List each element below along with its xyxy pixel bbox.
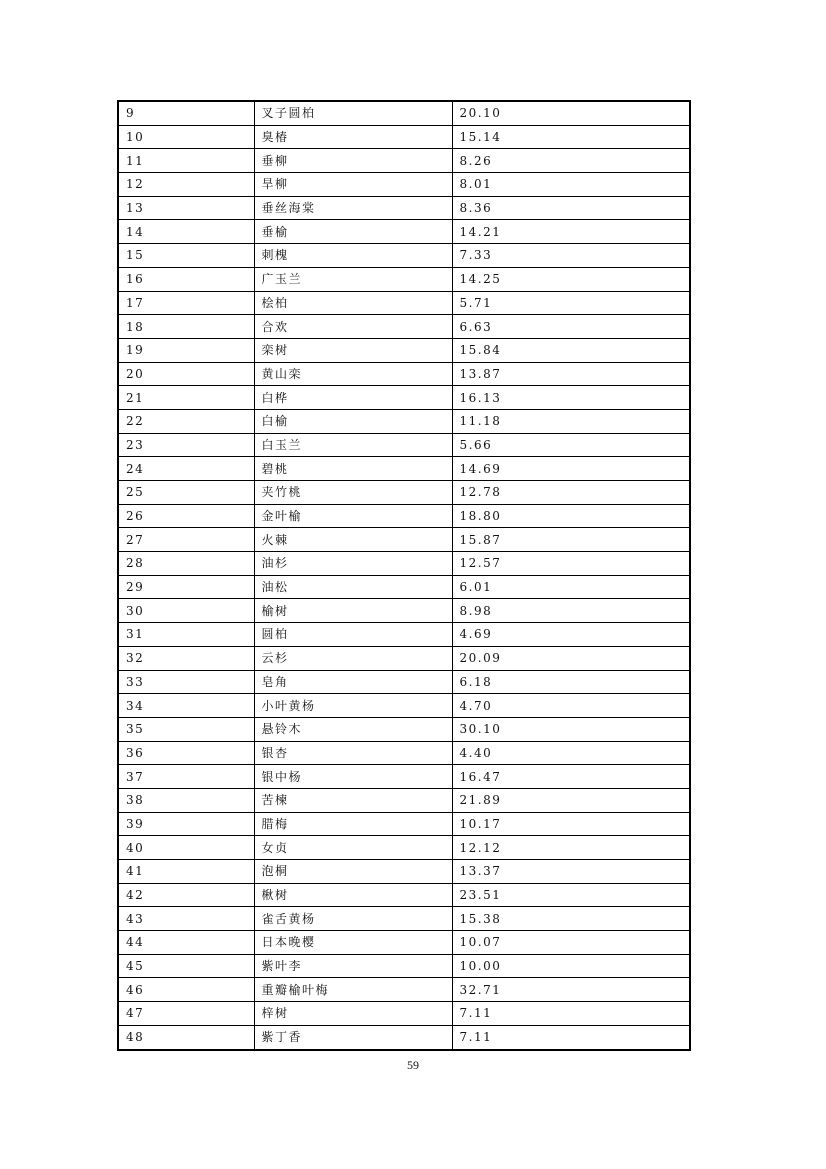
value-cell: 10.00 — [452, 954, 690, 978]
table-row — [118, 788, 690, 812]
species-name-cell: 紫丁香 — [254, 1025, 452, 1049]
row-number-cell: 27 — [118, 528, 254, 552]
table-row — [118, 883, 690, 907]
species-name-cell: 圆柏 — [254, 623, 452, 647]
value-cell: 32.71 — [452, 978, 690, 1002]
species-name-cell: 油杉 — [254, 552, 452, 576]
value-cell: 8.26 — [452, 149, 690, 173]
row-number-cell: 29 — [118, 575, 254, 599]
value-cell: 4.40 — [452, 741, 690, 765]
species-name-cell: 油松 — [254, 575, 452, 599]
row-number-cell: 11 — [118, 149, 254, 173]
row-number-cell: 28 — [118, 552, 254, 576]
species-name-cell: 垂榆 — [254, 220, 452, 244]
table-row — [118, 765, 690, 789]
value-cell: 5.66 — [452, 433, 690, 457]
value-cell: 15.84 — [452, 338, 690, 362]
value-cell: 14.69 — [452, 457, 690, 481]
species-name-cell: 广玉兰 — [254, 267, 452, 291]
value-cell: 15.14 — [452, 125, 690, 149]
table-row — [118, 1025, 690, 1049]
table-row — [118, 907, 690, 931]
species-name-cell: 银杏 — [254, 741, 452, 765]
table-row — [118, 409, 690, 433]
species-name-cell: 紫叶李 — [254, 954, 452, 978]
row-number-cell: 33 — [118, 670, 254, 694]
species-name-cell: 女贞 — [254, 836, 452, 860]
value-cell: 6.63 — [452, 315, 690, 339]
row-number-cell: 15 — [118, 244, 254, 268]
row-number-cell: 39 — [118, 812, 254, 836]
row-number-cell: 10 — [118, 125, 254, 149]
table-row — [118, 173, 690, 197]
value-cell: 23.51 — [452, 883, 690, 907]
table-row — [118, 575, 690, 599]
row-number-cell: 21 — [118, 386, 254, 410]
species-name-cell: 日本晚樱 — [254, 931, 452, 955]
row-number-cell: 12 — [118, 173, 254, 197]
species-name-cell: 重瓣榆叶梅 — [254, 978, 452, 1002]
species-name-cell: 垂柳 — [254, 149, 452, 173]
value-cell: 14.21 — [452, 220, 690, 244]
table-row — [118, 741, 690, 765]
species-name-cell: 白玉兰 — [254, 433, 452, 457]
value-cell: 20.10 — [452, 101, 690, 125]
row-number-cell: 40 — [118, 836, 254, 860]
row-number-cell: 45 — [118, 954, 254, 978]
table-row — [118, 670, 690, 694]
value-cell: 4.70 — [452, 694, 690, 718]
table-row — [118, 1002, 690, 1026]
species-name-cell: 臭椿 — [254, 125, 452, 149]
species-name-cell: 刺槐 — [254, 244, 452, 268]
species-name-cell: 白桦 — [254, 386, 452, 410]
table-row — [118, 125, 690, 149]
species-name-cell: 合欢 — [254, 315, 452, 339]
species-name-cell: 栾树 — [254, 338, 452, 362]
value-cell: 4.69 — [452, 623, 690, 647]
value-cell: 10.07 — [452, 931, 690, 955]
row-number-cell: 9 — [118, 101, 254, 125]
species-name-cell: 旱柳 — [254, 173, 452, 197]
table-row — [118, 717, 690, 741]
value-cell: 13.37 — [452, 860, 690, 884]
row-number-cell: 48 — [118, 1025, 254, 1049]
row-number-cell: 41 — [118, 860, 254, 884]
table-row — [118, 457, 690, 481]
species-name-cell: 黄山栾 — [254, 362, 452, 386]
table-body — [118, 101, 690, 1050]
species-name-cell: 皂角 — [254, 670, 452, 694]
table-row — [118, 149, 690, 173]
row-number-cell: 26 — [118, 504, 254, 528]
value-cell: 7.11 — [452, 1025, 690, 1049]
value-cell: 8.98 — [452, 599, 690, 623]
value-cell: 18.80 — [452, 504, 690, 528]
table-row — [118, 978, 690, 1002]
row-number-cell: 13 — [118, 196, 254, 220]
species-name-cell: 云杉 — [254, 646, 452, 670]
value-cell: 16.13 — [452, 386, 690, 410]
table-row — [118, 433, 690, 457]
row-number-cell: 23 — [118, 433, 254, 457]
row-number-cell: 22 — [118, 409, 254, 433]
table-row — [118, 291, 690, 315]
species-name-cell: 夹竹桃 — [254, 481, 452, 505]
species-name-cell: 叉子圆柏 — [254, 101, 452, 125]
value-cell: 14.25 — [452, 267, 690, 291]
value-cell: 8.36 — [452, 196, 690, 220]
species-name-cell: 悬铃木 — [254, 717, 452, 741]
row-number-cell: 36 — [118, 741, 254, 765]
value-cell: 30.10 — [452, 717, 690, 741]
row-number-cell: 32 — [118, 646, 254, 670]
value-cell: 7.33 — [452, 244, 690, 268]
row-number-cell: 30 — [118, 599, 254, 623]
row-number-cell: 38 — [118, 788, 254, 812]
row-number-cell: 14 — [118, 220, 254, 244]
row-number-cell: 42 — [118, 883, 254, 907]
table-row — [118, 196, 690, 220]
value-cell: 13.87 — [452, 362, 690, 386]
species-name-cell: 梓树 — [254, 1002, 452, 1026]
table-row — [118, 220, 690, 244]
species-name-cell: 泡桐 — [254, 860, 452, 884]
value-cell: 5.71 — [452, 291, 690, 315]
species-name-cell: 金叶榆 — [254, 504, 452, 528]
row-number-cell: 16 — [118, 267, 254, 291]
table-row — [118, 860, 690, 884]
species-name-cell: 垂丝海棠 — [254, 196, 452, 220]
value-cell: 7.11 — [452, 1002, 690, 1026]
value-cell: 20.09 — [452, 646, 690, 670]
data-table — [117, 100, 691, 1051]
row-number-cell: 19 — [118, 338, 254, 362]
table-row — [118, 386, 690, 410]
species-name-cell: 楸树 — [254, 883, 452, 907]
row-number-cell: 34 — [118, 694, 254, 718]
row-number-cell: 44 — [118, 931, 254, 955]
table-row — [118, 244, 690, 268]
row-number-cell: 47 — [118, 1002, 254, 1026]
value-cell: 21.89 — [452, 788, 690, 812]
table-row — [118, 812, 690, 836]
value-cell: 15.38 — [452, 907, 690, 931]
table-row — [118, 315, 690, 339]
row-number-cell: 24 — [118, 457, 254, 481]
species-name-cell: 桧柏 — [254, 291, 452, 315]
species-name-cell: 火棘 — [254, 528, 452, 552]
table-row — [118, 338, 690, 362]
table-row — [118, 528, 690, 552]
value-cell: 11.18 — [452, 409, 690, 433]
species-name-cell: 白榆 — [254, 409, 452, 433]
table-row — [118, 931, 690, 955]
table-row — [118, 267, 690, 291]
table-row — [118, 599, 690, 623]
value-cell: 12.57 — [452, 552, 690, 576]
value-cell: 15.87 — [452, 528, 690, 552]
row-number-cell: 31 — [118, 623, 254, 647]
table-row — [118, 552, 690, 576]
species-name-cell: 榆树 — [254, 599, 452, 623]
species-name-cell: 苦楝 — [254, 788, 452, 812]
table-row — [118, 954, 690, 978]
row-number-cell: 46 — [118, 978, 254, 1002]
table-row — [118, 481, 690, 505]
value-cell: 10.17 — [452, 812, 690, 836]
species-name-cell: 银中杨 — [254, 765, 452, 789]
value-cell: 6.18 — [452, 670, 690, 694]
row-number-cell: 43 — [118, 907, 254, 931]
value-cell: 12.12 — [452, 836, 690, 860]
row-number-cell: 25 — [118, 481, 254, 505]
row-number-cell: 18 — [118, 315, 254, 339]
row-number-cell: 17 — [118, 291, 254, 315]
table-row — [118, 623, 690, 647]
value-cell: 16.47 — [452, 765, 690, 789]
value-cell: 8.01 — [452, 173, 690, 197]
table-row — [118, 362, 690, 386]
species-name-cell: 雀舌黄杨 — [254, 907, 452, 931]
page-number: 59 — [407, 1058, 419, 1072]
table-row — [118, 836, 690, 860]
species-name-cell: 腊梅 — [254, 812, 452, 836]
value-cell: 12.78 — [452, 481, 690, 505]
table-row — [118, 504, 690, 528]
row-number-cell: 20 — [118, 362, 254, 386]
row-number-cell: 35 — [118, 717, 254, 741]
table-row — [118, 101, 690, 125]
table-row — [118, 646, 690, 670]
row-number-cell: 37 — [118, 765, 254, 789]
species-name-cell: 碧桃 — [254, 457, 452, 481]
table-row — [118, 694, 690, 718]
value-cell: 6.01 — [452, 575, 690, 599]
species-name-cell: 小叶黄杨 — [254, 694, 452, 718]
